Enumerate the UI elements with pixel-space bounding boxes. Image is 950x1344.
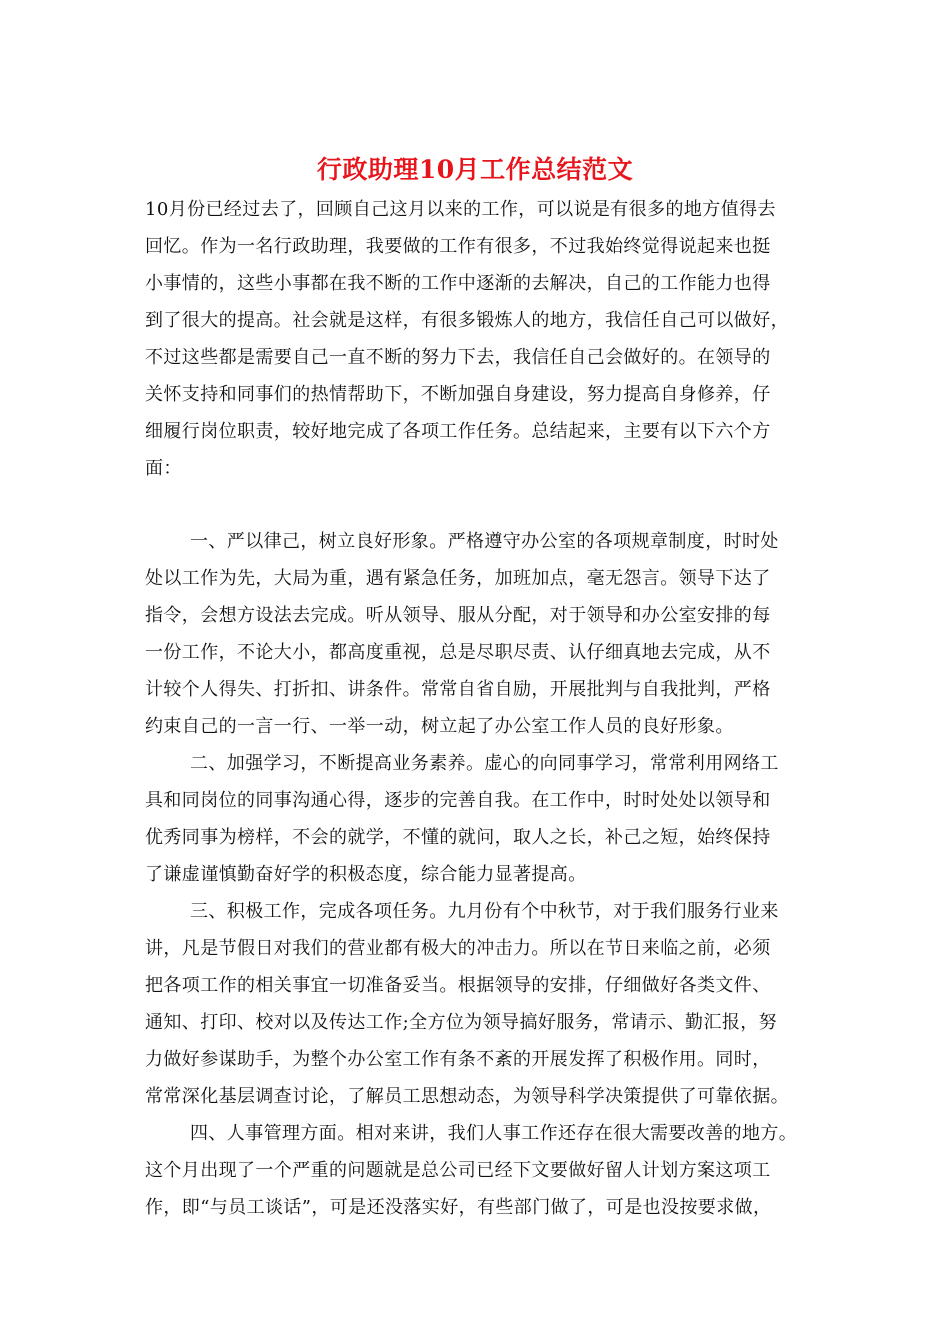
body-line: 具和同岗位的同事沟通心得，逐步的完善自我。在工作中，时时处处以领导和 xyxy=(145,790,771,811)
body-line: 作，即“与员工谈话”，可是还没落实好，有些部门做了，可是也没按要求做， xyxy=(145,1197,772,1218)
body-line: 到了很大的提高。社会就是这样，有很多锻炼人的地方，我信任自己可以做好， xyxy=(145,310,789,331)
body-line: 一份工作，不论大小，都高度重视，总是尽职尽责、认仔细真地去完成，从不 xyxy=(145,642,771,663)
body-line: 一、严以律己，树立良好形象。严格遵守办公室的各项规章制度，时时处 xyxy=(190,531,779,552)
body-line: 二、加强学习，不断提高业务素养。虚心的向同事学习，常常利用网络工 xyxy=(190,753,779,774)
body-line: 优秀同事为榜样，不会的就学，不懂的就问，取人之长，补己之短，始终保持 xyxy=(145,827,771,848)
body-line: 处以工作为先，大局为重，遇有紧急任务，加班加点，毫无怨言。领导下达了 xyxy=(145,568,771,589)
body-line: 小事情的，这些小事都在我不断的工作中逐渐的去解决，自己的工作能力也得 xyxy=(145,273,771,294)
body-line: 讲，凡是节假日对我们的营业都有极大的冲击力。所以在节日来临之前，必须 xyxy=(145,938,771,959)
body-line: 回忆。作为一名行政助理，我要做的工作有很多，不过我始终觉得说起来也挺 xyxy=(145,236,771,257)
body-line: 细履行岗位职责，较好地完成了各项工作任务。总结起来，主要有以下六个方 xyxy=(145,421,771,442)
body-line: 关怀支持和同事们的热情帮助下，不断加强自身建设，努力提高自身修养，仔 xyxy=(145,384,771,405)
body-line: 面： xyxy=(145,458,182,479)
body-line: 力做好参谋助手，为整个办公室工作有条不紊的开展发挥了积极作用。同时， xyxy=(145,1049,771,1070)
body-line: 四、人事管理方面。相对来讲，我们人事工作还存在很大需要改善的地方。 xyxy=(190,1123,798,1144)
body-line: 指令，会想方设法去完成。听从领导、服从分配，对于领导和办公室安排的每 xyxy=(145,605,771,626)
body-line: 常常深化基层调查讨论，了解员工思想动态，为领导科学决策提供了可靠依据。 xyxy=(145,1086,789,1107)
body-line: 了谦虚谨慎勤奋好学的积极态度，综合能力显著提高。 xyxy=(145,864,587,885)
body-line: 10月份已经过去了，回顾自己这月以来的工作，可以说是有很多的地方值得去 xyxy=(145,199,776,220)
body-line: 不过这些都是需要自己一直不断的努力下去，我信任自己会做好的。在领导的 xyxy=(145,347,771,368)
body-line: 把各项工作的相关事宜一切准备妥当。根据领导的安排，仔细做好各类文件、 xyxy=(145,975,771,996)
body-line: 三、积极工作，完成各项任务。九月份有个中秋节，对于我们服务行业来 xyxy=(190,901,779,922)
body-line: 通知、打印、校对以及传达工作;全方位为领导搞好服务，常请示、勤汇报，努 xyxy=(145,1012,778,1033)
body-line: 计较个人得失、打折扣、讲条件。常常自省自励，开展批判与自我批判，严格 xyxy=(145,679,771,700)
document-title: 行政助理10月工作总结范文 xyxy=(316,155,634,184)
body-line: 这个月出现了一个严重的问题就是总公司已经下文要做好留人计划方案这项工 xyxy=(145,1160,771,1181)
body-line: 约束自己的一言一行、一举一动，树立起了办公室工作人员的良好形象。 xyxy=(145,716,734,737)
